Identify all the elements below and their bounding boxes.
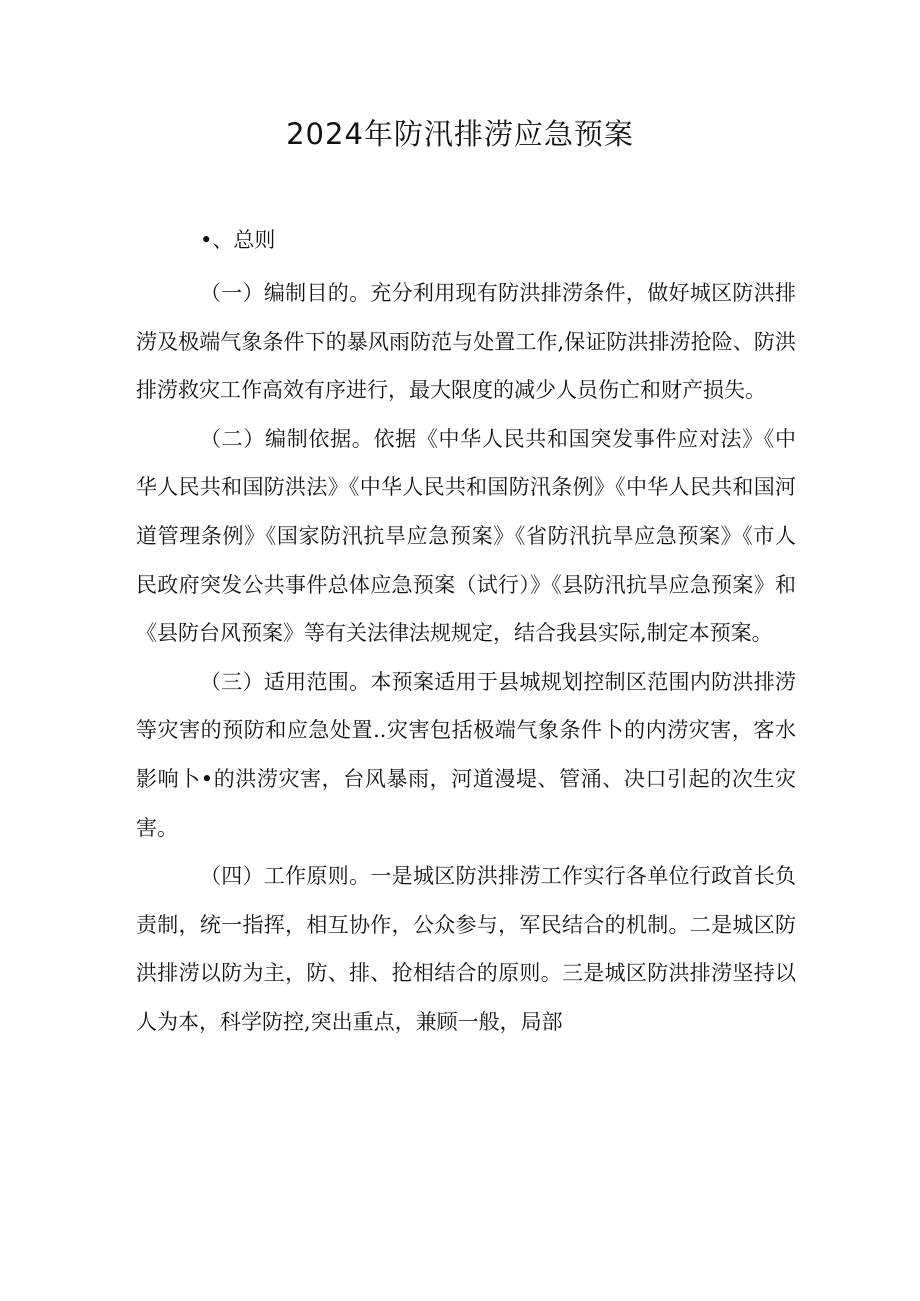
paragraph-scope: （三）适用范围。本预案适用于县城规划控制区范围内防洪排涝等灾害的预防和应急处置..灾害包括极端气象条件卜的内涝灾害，客水影响卜•的洪涝灾害，台风暴雨，河道漫堤、管涌、决口引起的次生灾害。 — [136, 669, 796, 840]
document-title: 2024年防汛排涝应急预案 — [286, 117, 634, 151]
paragraph-purpose: （一）编制目的。充分利用现有防洪排涝条件，做好城区防洪排涝及极端气象条件下的暴风雨防范与处置工作,保证防洪排涝抢险、防洪排涝救灾工作高效有序进行，最大限度的减少人员伤亡和财产损失。 — [136, 281, 796, 403]
document-body — [136, 269, 796, 1047]
paragraph-basis: （二）编制依据。依据《中华人民共和国突发事件应对法》《中华人民共和国防洪法》《中华人民共和国防汛条例》《中华人民共和国河道管理条例》《国家防汛抗旱应急预案》《省防汛抗旱应急预案》《市人民政府突发公共事件总体应急预案（试行）》《县防汛抗旱应急预案》和《县防台风预案》等有关法律法规规定，结合我县实际,制定本预案。 — [136, 426, 796, 646]
paragraph-principles: （四）工作原则。一是城区防洪排涝工作实行各单位行政首长负责制，统一指挥，相互协作，公众参与，军民结合的机制。二是城区防洪排涝以防为主，防、排、抢相结合的原则。三是城区防洪排涝坚持以人为本，科学防控,突出重点，兼顾一般，局部 — [136, 864, 796, 1034]
section-heading: •、总则 — [200, 228, 276, 252]
